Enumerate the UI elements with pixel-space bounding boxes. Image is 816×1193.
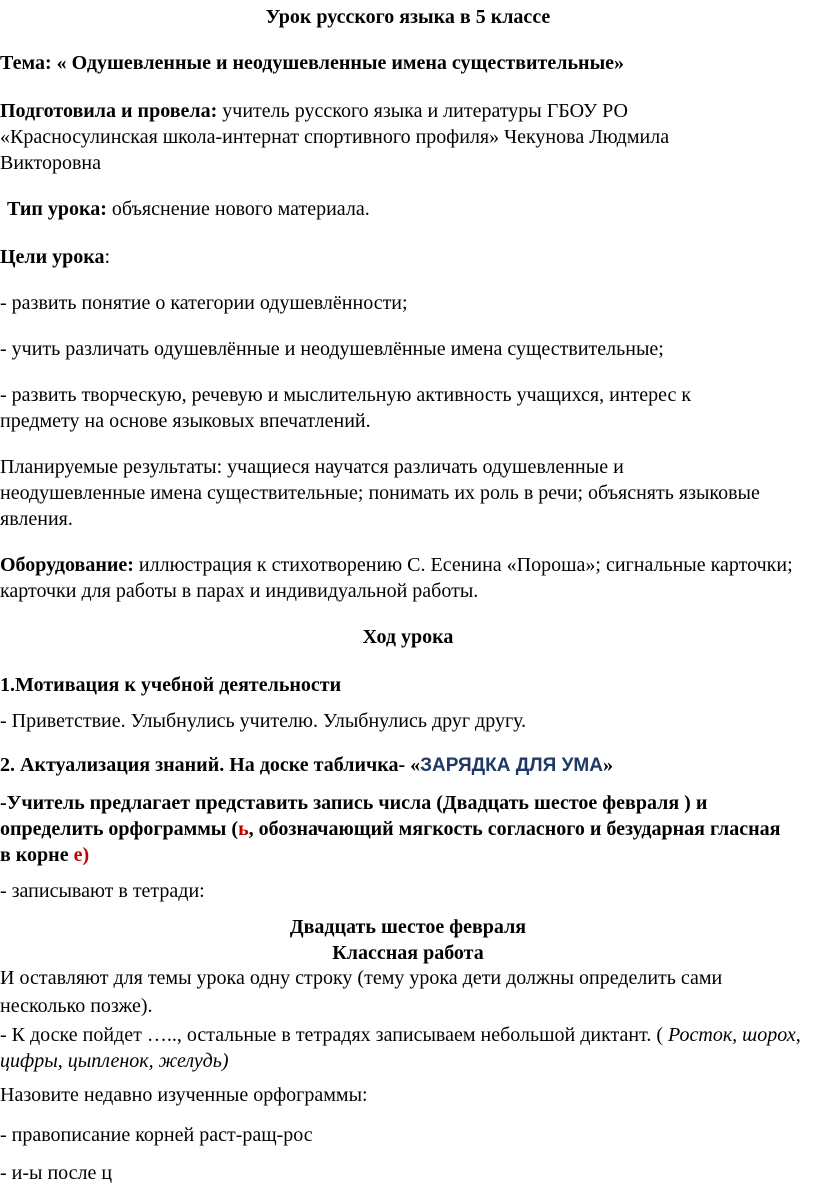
author-text: учитель русского языка и литературы ГБОУ РО «Красносулинская школа-интернат спортивного профиля» Чекунова Людмила Викторовна xyxy=(0,100,670,174)
teacher-task xyxy=(0,790,790,868)
name-rules-prompt: Назовите недавно изученные орфограммы: xyxy=(0,1084,368,1106)
rule-item: - правописание корней раст-ращ-рос xyxy=(0,1124,313,1146)
section1-heading: 1.Мотивация к учебной деятельности xyxy=(0,674,342,696)
section2-heading xyxy=(0,752,800,779)
goal-item: - развить творческую, речевую и мыслительную активность учащихся, интерес к предмету на основе языковых впечатлений. xyxy=(0,384,692,432)
dictation-paragraph xyxy=(0,1022,812,1074)
topic-text: « Одушевленные и неодушевленные имена существительные» xyxy=(51,52,625,74)
topic-line xyxy=(0,50,800,76)
dictation-start: - К доске пойдет ….., остальные в тетрадях записываем небольшой диктант. ( xyxy=(0,1024,668,1046)
lesson-title: Урок русского языка в 5 классе xyxy=(265,6,551,28)
lesson-type-line xyxy=(7,196,797,222)
task-middle: , обозначающий мягкость согласного и безударная гласная в корне xyxy=(0,818,781,866)
section1-text: - Приветствие. Улыбнулись учителю. Улыбнулись друг другу. xyxy=(0,710,527,732)
author-paragraph xyxy=(0,98,760,176)
date-line: Двадцать шестое февраля xyxy=(289,916,527,938)
task-red-soft-sign: ь xyxy=(238,818,249,840)
author-label: Подготовила и провела: xyxy=(0,100,218,122)
planned-results: Планируемые результаты: учащиеся научатся различать одушевленные и неодушевленные имена существительные; понимать их роль в речи; объяснять языковые явления. xyxy=(0,456,760,530)
goal-item: - развить понятие о категории одушевлённости; xyxy=(0,292,408,314)
goal-item: - учить различать одушевлённые и неодушевлённые имена существительные; xyxy=(0,338,664,360)
equipment-text: иллюстрация к стихотворению С. Есенина «Пороша»; сигнальные карточки; карточки для работы в парах и индивидуальной работы. xyxy=(0,554,793,602)
leave-line-note: И оставляют для темы урока одну строку (тему урока дети должны определить сами несколько позже). xyxy=(0,967,723,1017)
lesson-type-text: объяснение нового материала. xyxy=(106,198,370,220)
task-red-vowel: е) xyxy=(73,844,90,866)
equipment-paragraph xyxy=(0,552,800,604)
lesson-type-label: Тип урока: xyxy=(7,198,107,220)
board-sign: ЗАРЯДКА ДЛЯ УМА xyxy=(420,755,603,776)
course-heading: Ход урока xyxy=(362,626,454,648)
goals-label: Цели урока xyxy=(0,246,105,268)
section2-heading-end: » xyxy=(602,754,613,776)
write-note: - записывают в тетради: xyxy=(0,880,205,902)
topic-label: Тема: xyxy=(0,52,52,74)
task-start: -Учитель предлагает представить запись числа (Двадцать шестое февраля ) и определить орфограммы ( xyxy=(0,792,708,840)
goals-heading xyxy=(0,244,800,270)
goals-colon: : xyxy=(104,246,111,268)
section2-heading-start: 2. Актуализация знаний. На доске табличка- « xyxy=(0,754,421,776)
equipment-label: Оборудование: xyxy=(0,554,134,576)
class-work-line: Классная работа xyxy=(332,942,484,964)
dictation-words: Росток, шорох, цифры, цыпленок, желудь) xyxy=(0,1024,801,1072)
rule-item: - и-ы после ц xyxy=(0,1162,113,1184)
